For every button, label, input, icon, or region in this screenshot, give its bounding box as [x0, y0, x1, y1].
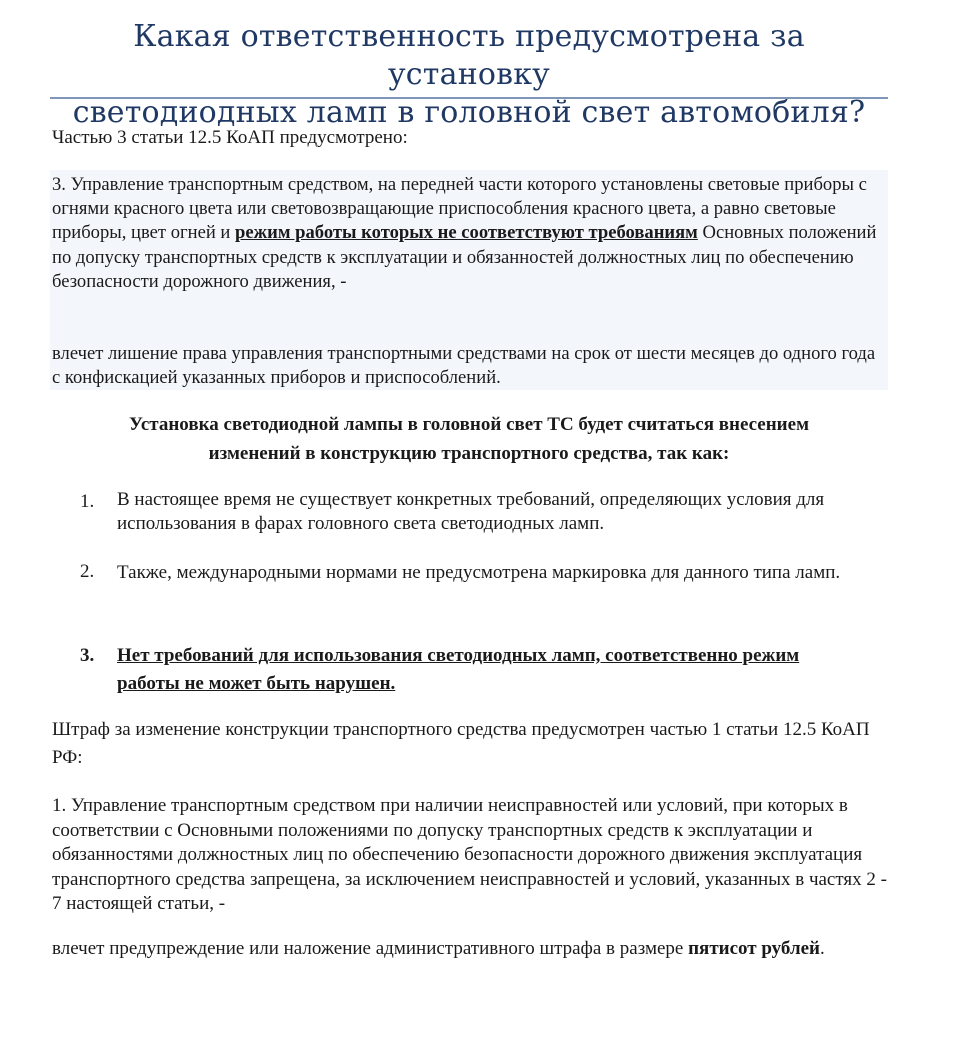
list-item-number: 1. [80, 491, 95, 512]
page-title-line-1: Какая ответственность предусмотрена за установку [133, 19, 805, 92]
fine-intro-paragraph: Штраф за изменение конструкции транспортного средства предусмотрен частью 1 статьи 12.5 КоАП РФ: [52, 719, 870, 768]
page-title-line-2: светодиодных ламп в головной свет автомобиля? [72, 95, 866, 130]
list-item [80, 558, 900, 588]
article-1-penalty [52, 937, 872, 962]
title-divider [50, 97, 888, 99]
article-3-text-end: Основных положений по допуску транспортных средств к эксплуатации и обязанностей должностных лиц по обеспечению безопасности дорожного движения, - [52, 222, 877, 292]
fine-amount: пятисот рублей [688, 938, 820, 959]
list-item [80, 642, 900, 698]
article-1-penalty-text: влечет предупреждение или наложение административного штрафа в размере [52, 938, 684, 959]
article-3-text [52, 173, 888, 294]
list-item-text: В настоящее время не существует конкретных требований, определяющих условия для использования в фарах головного света светодиодных ламп. [117, 489, 825, 534]
section-heading-line-1: Установка светодиодной лампы в головной свет ТС будет считаться внесением [128, 414, 810, 435]
list-item-number: 3. [80, 645, 95, 666]
article-3-penalty: влечет лишение права управления транспортными средствами на срок от шести месяцев до одного года с конфискацией указанных приборов и приспособлений. [52, 343, 876, 389]
section-heading-line-2: изменений в конструкцию транспортного средства, так как: [208, 443, 730, 464]
list-item-text: Нет требований для использования светодиодных ламп, соответственно режим работы не может быть нарушен. [117, 645, 800, 694]
list-item-text: Также, международными нормами не предусмотрена маркировка для данного типа ламп. [117, 562, 841, 583]
list-item [80, 488, 900, 536]
article-1-penalty-end: . [820, 938, 825, 959]
article-3-highlight: режим работы которых не соответствуют требованиям [235, 222, 698, 244]
list-item-number: 2. [80, 561, 95, 582]
article-3-text-start: 3. Управление транспортным средством, на передней части которого установлены световые приборы с огнями красного цвета или световозвращающие приспособления красного цвета, а равно световые приборы, цвет огней и [52, 174, 867, 244]
section-heading [50, 410, 888, 468]
article-1-text: 1. Управление транспортным средством при наличии неисправностей или условий, при которых в соответствии с Основными положениями по допуску транспортных средств к эксплуатации и обязанностями должностных лиц по обеспечению безопасности дорожного движения эксплуатация транспортного средства запрещена, за исключением неисправностей и условий, указанных в частях 2 - 7 настоящей статьи, - [52, 795, 887, 914]
intro-paragraph: Частью 3 статьи 12.5 КоАП предусмотрено: [52, 127, 408, 148]
page-title [50, 18, 888, 132]
